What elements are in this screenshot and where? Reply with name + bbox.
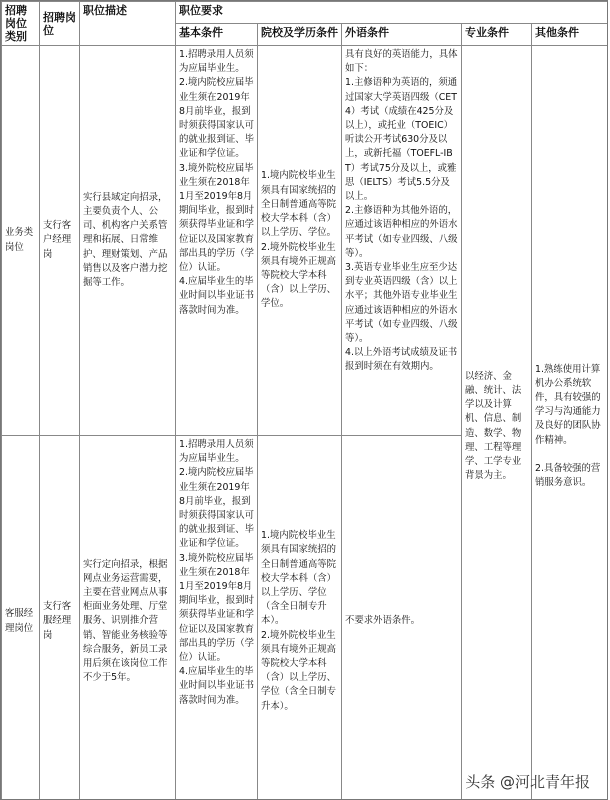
row2-basic-conditions: 1.招聘录用人员须为应届毕业生。 2.境内院校应届毕业生须在2019年8月前毕业，报到时须获得国家认可的就业报到证、毕业证和学位证。 3.境外院校应届毕业生须在2018年1月至2019年8月期间毕业，报到时须获得毕业证和学位证以及国家教育部出具的学历（学位）认证。 4.应届毕业生的毕业时间以毕业证书落款时间为准。 xyxy=(176,436,258,800)
row2-english-conditions: 不要求外语条件。 xyxy=(342,436,462,800)
row2-position: 支行客服经理岗 xyxy=(40,436,80,800)
row1-education-conditions: 1.境内院校毕业生须具有国家统招的全日制普通高等院校大学本科（含）以上学历、学位。 2.境外院校毕业生须具有境外正规高等院校大学本科（含）以上学历、学位。 xyxy=(258,46,342,436)
source-watermark: 头条 @河北青年报 xyxy=(465,773,590,791)
recruitment-table xyxy=(1,1,608,800)
row1-category: 业务类岗位 xyxy=(2,46,40,436)
header-major-conditions: 专业条件 xyxy=(462,24,532,46)
row2-category: 客服经理岗位 xyxy=(2,436,40,800)
header-category: 招聘岗位类别 xyxy=(2,2,40,46)
shared-major-conditions: 以经济、金融、统计、法学以及计算机、信息、制造、数学、物理、工程等理学、工学专业背景为主。 xyxy=(462,46,532,800)
row1-basic-conditions: 1.招聘录用人员须为应届毕业生。 2.境内院校应届毕业生须在2019年8月前毕业，报到时须获得国家认可的就业报到证、毕业证和学位证。 3.境外院校应届毕业生须在2018年1月至2019年8月期间毕业，报到时须获得毕业证和学位证以及国家教育部出具的学历（学位）认证。 4.应届毕业生的毕业时间以毕业证书落款时间为准。 xyxy=(176,46,258,436)
row2-education-conditions: 1.境内院校毕业生须具有国家统招的全日制普通高等院校大学本科（含）以上学历、学位（含全日制专升本）。 2.境外院校毕业生须具有境外正规高等院校大学本科（含）以上学历、学位（含全日制专升本）。 xyxy=(258,436,342,800)
row1-description: 实行县域定向招录，主要负责个人、公司、机构客户关系管理和拓展、日常维护、理财策划、产品销售以及客户潜力挖掘等工作。 xyxy=(80,46,176,436)
shared-other-conditions: 1.熟练使用计算机办公系统软件，具有较强的学习与沟通能力及良好的团队协作精神。 2.具备较强的营销服务意识。 xyxy=(532,46,608,800)
row1-position: 支行客户经理岗 xyxy=(40,46,80,436)
header-basic-conditions: 基本条件 xyxy=(176,24,258,46)
header-english-conditions: 外语条件 xyxy=(342,24,462,46)
header-description: 职位描述 xyxy=(80,2,176,46)
header-requirements: 职位要求 xyxy=(176,2,608,24)
header-position: 招聘岗位 xyxy=(40,2,80,46)
header-education-conditions: 院校及学历条件 xyxy=(258,24,342,46)
table-row xyxy=(2,46,608,436)
row2-description: 实行定向招录，根据网点业务运营需要，主要在营业网点从事柜面业务处理、厅堂服务、识别推介营销、智能业务核验等综合服务，新员工录用后须在该岗位工作不少于5年。 xyxy=(80,436,176,800)
row1-english-conditions: 具有良好的英语能力，具体如下： 1.主修语种为英语的，须通过国家大学英语四级（CET4）考试（成绩在425分及以上），或托业（TOEIC）听读公开考试630分及以上，或新托福（TOEFL-IBT）考试75分及以上，或雅思（IELTS）考试5.5分及以上。 2.主修语种为其他外语的，应通过该语种相应的外语水平考试（如专业四级、八级等）。 3.英语专业毕业生应至少达到专业英语四级（含）以上水平；其他外语专业毕业生应通过该语种相应的外语水平考试（如专业四级、八级等）。 4.以上外语考试成绩及证书报到时须在有效期内。 xyxy=(342,46,462,436)
header-other-conditions: 其他条件 xyxy=(532,24,608,46)
